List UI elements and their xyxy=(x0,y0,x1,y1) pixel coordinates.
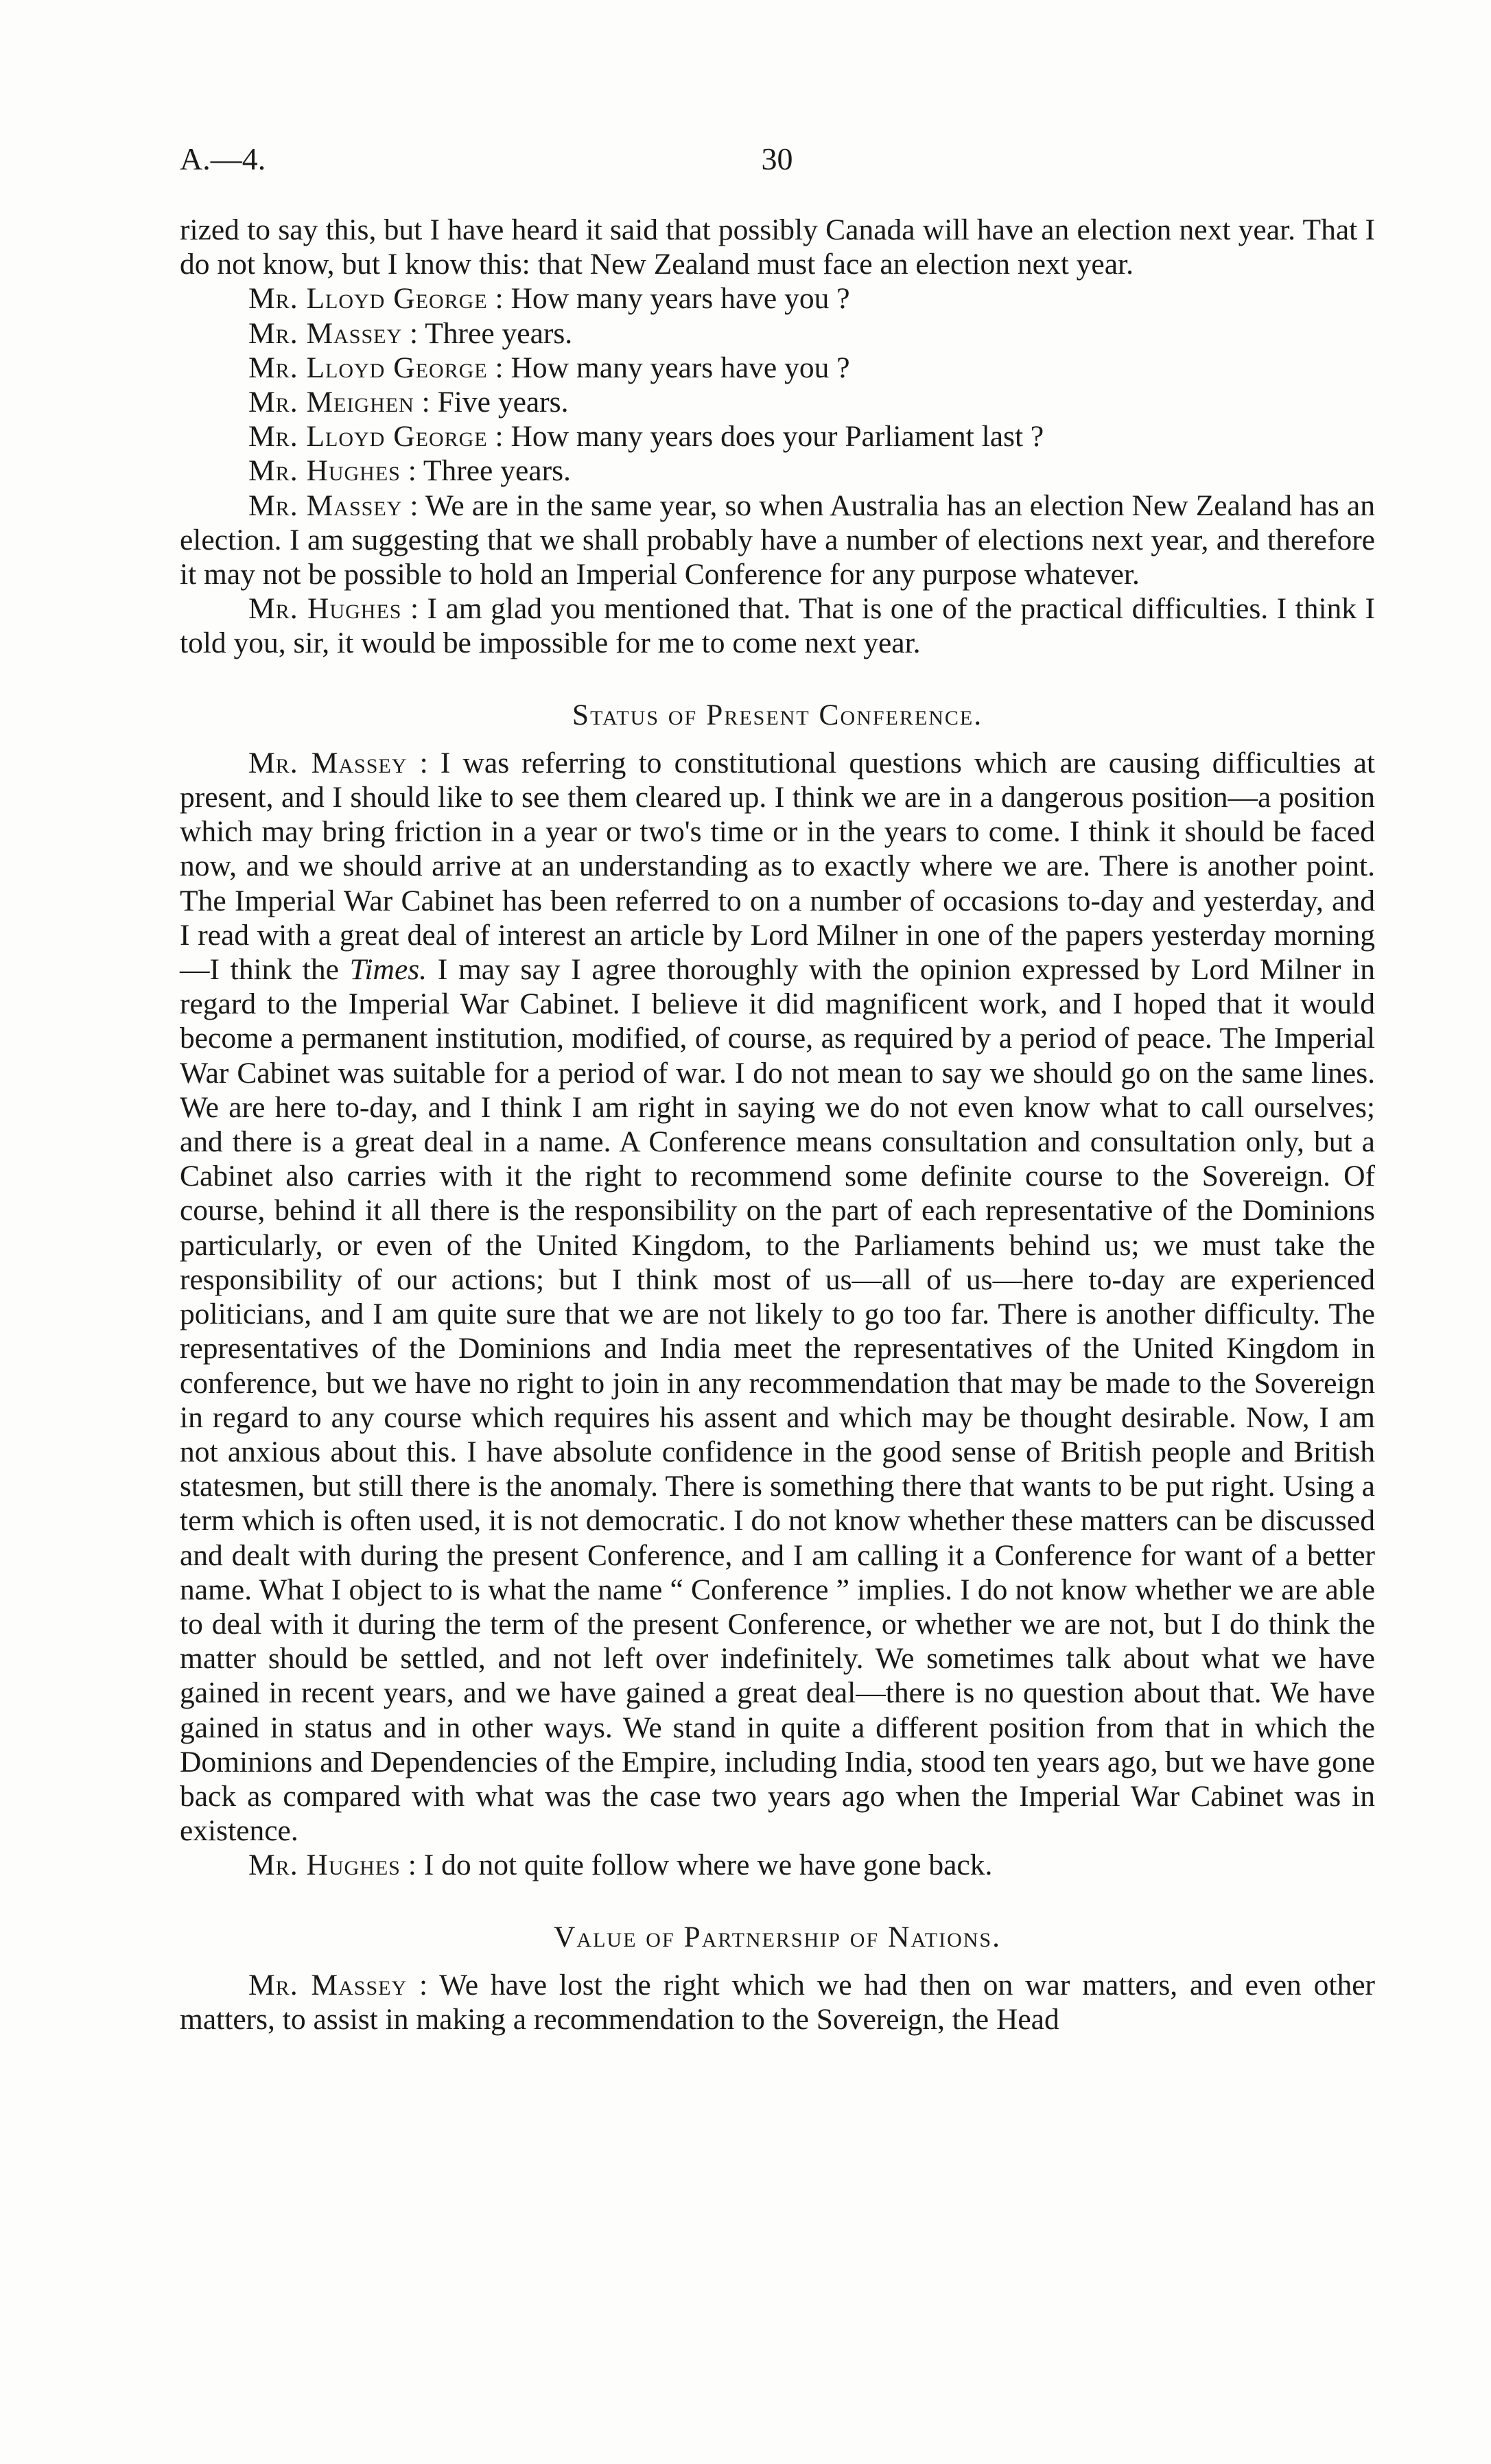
speech-paragraph: Mr. Massey : I was referring to constitutional questions which are causing difficulties at present, and I should like to see them cleared up. I think we are in a dangerous position—a position which may bring friction in a year or two's time or in the years to come. I think it should be faced now, and we should arrive at an understanding as to exactly where we are. There is another point. The Imperial War Cabinet has been referred to on a number of occasions to-day and yesterday, and I read with a great deal of interest an article by Lord Milner in one of the papers yesterday morning—I think the Times. I may say I agree thoroughly with the opinion expressed by Lord Milner in regard to the Imperial War Cabinet. I believe it did magnificent work, and I hoped that it would become a permanent institution, modified, of course, as required by a period of peace. The Imperial War Cabinet was suitable for a period of war. I do not mean to say we should go on the same lines. We are here to-day, and I think I am right in saying we do not even know what to call ourselves; and there is a great deal in a name. A Conference means consultation and consultation only, but a Cabinet also carries with it the right to recommend some definite course to the Sovereign. Of course, behind it all there is the responsibility on the part of each representative of the Dominions particularly, or even of the United Kingdom, to the Parliaments behind us; we must take the responsibility of our actions; but I think most of us—all of us—here to-day are experienced politicians, and I am quite sure that we are not likely to go too far. There is another difficulty. The representatives of the Dominions and India meet the representatives of the United Kingdom in conference, but we have no right to join in any recommendation that may be made to the Sovereign in regard to any course which requires his assent and which may be thought desirable. Now, I am not anxious about this. I have absolute confidence in the good sense of British people and British statesmen, but still there is the anomaly. There is something there that wants to be put right. Using a term which is often used, it is not democratic. I do not know whether these matters can be discussed and dealt with during the present Conference, and I am calling it a Conference for want of a better name. What I object to is what the name “ Conference ” implies. I do not know whether we are able to deal with it during the term of the present Conference, or whether we are not, but I do think the matter should be settled, and not left over indefinitely. We sometimes talk about what we have gained in recent years, and we have gained a great deal—there is no question about that. We have gained in status and in other ways. We stand in quite a different position from that in which the Dominions and Dependencies of the Empire, including India, stood ten years ago, but we have gone back as compared with what was the case two years ago when the Imperial War Cabinet was in existence. xyxy=(180,746,1375,1848)
page-number: 30 xyxy=(761,141,793,176)
speech-text: I was referring to constitutional questions which are causing difficulties at present, and I should like to see them cleared up. I think we are in a dangerous position—a position which may bring friction in a year or two's time or in the years to come. I think it should be faced now, and we should arrive at an understanding as to exactly where we are. There is another point. The Imperial War Cabinet has been referred to on a number of occasions to-day and yesterday, and I read with a great deal of interest an article by Lord Milner in one of the papers yesterday morning—I think the xyxy=(180,746,1375,987)
speech-text: Three years. xyxy=(423,454,571,488)
speech-text: How many years have you ? xyxy=(510,351,850,384)
speaker-name: Mr. Hughes xyxy=(248,592,402,626)
speaker-name: Mr. Hughes xyxy=(248,454,401,488)
speaker-name: Mr. Massey xyxy=(248,1968,408,2002)
speech-paragraph: Mr. Massey : Three years. xyxy=(248,316,573,350)
speaker-name: Mr. Meighen xyxy=(248,386,414,419)
speech-paragraph: Mr. Massey : We have lost the right which we had then on war matters, and even other matters, to assist in making a recommendation to the Sovereign, the Head xyxy=(180,1968,1375,2036)
speaker-name: Mr. Lloyd George xyxy=(248,420,488,454)
speech-paragraph: Mr. Lloyd George : How many years does your Parliament last ? xyxy=(248,420,1044,454)
speaker-name: Mr. Lloyd George xyxy=(248,282,488,316)
speech-text: We have lost the right which we had then on war matters, and even other matters, to assist in making a recommendation to the Sovereign, the Head xyxy=(180,1968,1375,2036)
body-text xyxy=(180,213,1375,2037)
speech-text: How many years does your Parliament last ? xyxy=(510,420,1044,454)
speaker-name: Mr. Lloyd George xyxy=(248,351,488,384)
speech-paragraph: Mr. Hughes : I am glad you mentioned that. That is one of the practical difficulties. I think I told you, sir, it would be impossible for me to come next year. xyxy=(180,592,1375,660)
speech-paragraph: Mr. Massey : We are in the same year, so when Australia has an election New Zealand has an election. I am suggesting that we shall probably have a number of elections next year, and therefore it may not be possible to hold an Imperial Conference for any purpose whatever. xyxy=(180,489,1375,591)
speech-paragraph: Mr. Hughes : Three years. xyxy=(248,454,571,488)
speaker-name: Mr. Massey xyxy=(248,746,408,779)
speech-paragraph: Mr. Lloyd George : How many years have you ? xyxy=(248,282,850,316)
speech-text: I am glad you mentioned that. That is one of the practical difficulties. I think I told you, sir, it would be impossible for me to come next year. xyxy=(180,592,1375,660)
speech-text: Three years. xyxy=(425,316,573,350)
speech-text: How many years have you ? xyxy=(510,282,850,316)
speech-paragraph: Mr. Hughes : I do not quite follow where we have gone back. xyxy=(248,1849,993,1882)
newspaper-title: Times. xyxy=(349,953,427,987)
page-header xyxy=(180,141,1374,189)
section-heading: Status of Present Conference. xyxy=(572,698,983,731)
section-heading: Value of Partnership of Nations. xyxy=(554,1920,1001,1953)
speech-text: Five years. xyxy=(437,386,569,419)
speaker-name: Mr. Massey xyxy=(248,489,403,522)
speaker-name: Mr. Massey xyxy=(248,316,403,350)
speech-paragraph: Mr. Lloyd George : How many years have you ? xyxy=(248,351,850,384)
speaker-name: Mr. Hughes xyxy=(248,1849,401,1882)
speech-text: I do not quite follow where we have gone back. xyxy=(423,1849,993,1882)
opening-paragraph: rized to say this, but I have heard it said that possibly Canada will have an election next year. That I do not know, but I know this: that New Zealand must face an election next year. xyxy=(180,213,1375,281)
speech-paragraph: Mr. Meighen : Five years. xyxy=(248,386,569,419)
speech-text: We are in the same year, so when Australia has an election New Zealand has an election. I am suggesting that we shall probably have a number of elections next year, and therefore it may not be possible to hold an Imperial Conference for any purpose whatever. xyxy=(180,489,1375,591)
speech-text: I may say I agree thoroughly with the opinion expressed by Lord Milner in regard to the Imperial War Cabinet. I believe it did magnificent work, and I hoped that it would become a permanent institution, modified, of course, as required by a period of peace. The Imperial War Cabinet was suitable for a period of war. I do not mean to say we should go on the same lines. We are here to-day, and I think I am right in saying we do not even know what to call ourselves; and there is a great deal in a name. A Conference means consultation and consultation only, but a Cabinet also carries with it the right to recommend some definite course to the Sovereign. Of course, behind it all there is the responsibility on the part of each representative of the Dominions particularly, or even of the United Kingdom, to the Parliaments behind us; we must take the responsibility of our actions; but I think most of us—all of us—here to-day are experienced politicians, and I am quite sure that we are not likely to go too far. There is another difficulty. The representatives of the Dominions and India meet the representatives of the United Kingdom in conference, but we have no right to join in any recommendation that may be made to the Sovereign in regard to any course which requires his assent and which may be thought desirable. Now, I am not anxious about this. I have absolute confidence in the good sense of British people and British statesmen, but still there is the anomaly. There is something there that wants to be put right. Using a term which is often used, it is not democratic. I do not know whether these matters can be discussed and dealt with during the present Conference, and I am calling it a Conference for want of a better name. What I object to is what the name “ Conference ” implies. I do not know whether we are able to deal with it during the term of the present Conference, or whether we are not, but I do think the matter should be settled, and not left over indefinitely. We sometimes talk about what we have gained in recent years, and we have gained a great deal—there is no question about that. We have gained in status and in other ways. We stand in quite a different position from that in which the Dominions and Dependencies of the Empire, including India, stood ten years ago, but we have gone back as compared with what was the case two years ago when the Imperial War Cabinet was in existence. xyxy=(180,953,1375,1848)
document-reference: A.—4. xyxy=(180,141,266,176)
